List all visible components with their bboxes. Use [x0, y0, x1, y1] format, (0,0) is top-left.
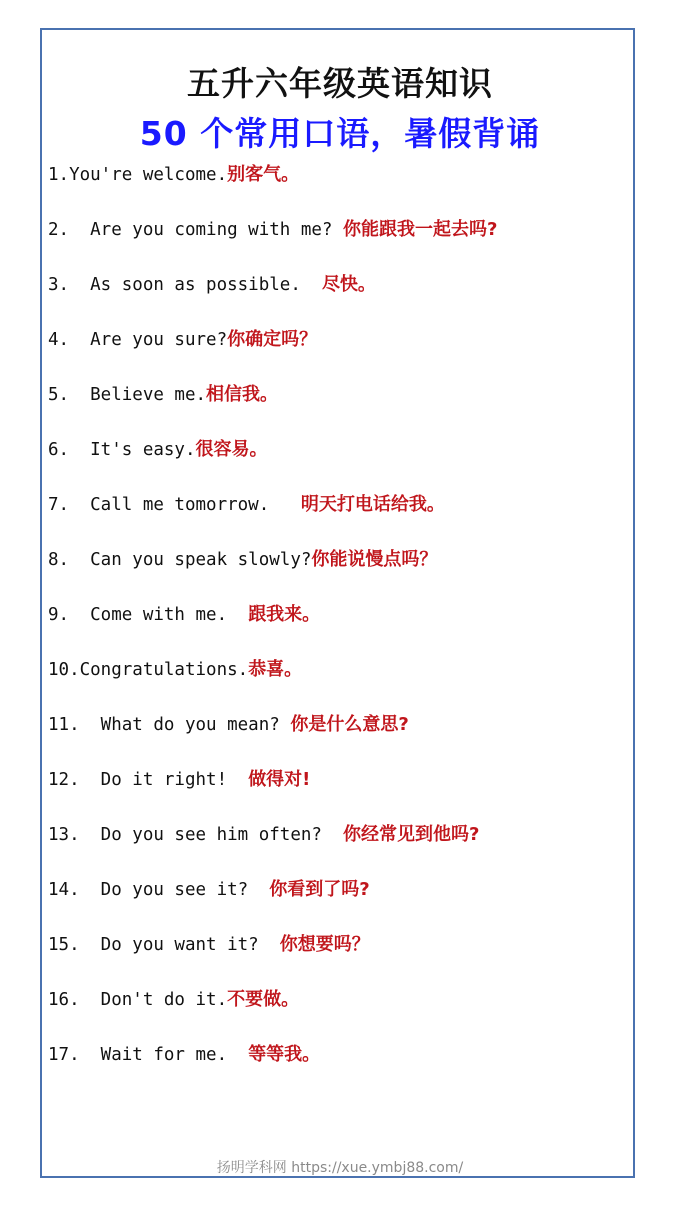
phrase-english: 3. As soon as possible. — [48, 275, 322, 295]
phrase-chinese: 你是什么意思? — [290, 714, 409, 735]
phrase-list — [48, 160, 633, 1095]
phrase-chinese: 跟我来。 — [248, 604, 321, 625]
phrase-chinese: 相信我。 — [206, 384, 279, 405]
phrase-english: 5. Believe me. — [48, 385, 207, 405]
phrase-english: 12. Do it right! — [48, 770, 249, 790]
phrase-english: 15. Do you want it? — [48, 935, 280, 955]
phrase-item — [48, 1040, 633, 1095]
phrase-english: 11. What do you mean? — [48, 715, 291, 735]
phrase-item — [48, 545, 633, 600]
phrase-item — [48, 160, 633, 215]
phrase-english: 17. Wait for me. — [48, 1045, 249, 1065]
phrase-item — [48, 875, 633, 930]
phrase-chinese: 你看到了吗? — [269, 879, 370, 900]
phrase-chinese: 你想要吗？ — [279, 934, 370, 955]
phrase-item — [48, 490, 633, 545]
phrase-english: 10.Congratulations. — [48, 660, 249, 680]
phrase-item — [48, 380, 633, 435]
phrase-item — [48, 655, 633, 710]
phrase-chinese: 你能跟我一起去吗? — [343, 219, 498, 240]
phrase-chinese: 别客气。 — [227, 164, 300, 185]
phrase-item — [48, 215, 633, 270]
phrase-english: 4. Are you sure? — [48, 330, 228, 350]
phrase-item — [48, 435, 633, 490]
phrase-chinese: 你经常见到他吗? — [343, 824, 480, 845]
phrase-item — [48, 270, 633, 325]
phrase-chinese: 你能说慢点吗？ — [311, 549, 438, 570]
phrase-english: 6. It's easy. — [48, 440, 196, 460]
phrase-english: 13. Do you see him often? — [48, 825, 344, 845]
footer-watermark: 扬明学科网 https://xue.ymbj88.com/ — [216, 1160, 464, 1176]
phrase-chinese: 很容易。 — [195, 439, 268, 460]
phrase-english: 7. Call me tomorrow. — [48, 495, 301, 515]
phrase-chinese: 做得对! — [248, 769, 311, 790]
phrase-item — [48, 765, 633, 820]
phrase-chinese: 不要做。 — [227, 989, 300, 1010]
phrase-item — [48, 820, 633, 875]
phrase-item — [48, 325, 633, 380]
phrase-chinese: 尽快。 — [321, 274, 376, 295]
phrase-english: 16. Don't do it. — [48, 990, 228, 1010]
phrase-english: 9. Come with me. — [48, 605, 249, 625]
phrase-item — [48, 985, 633, 1040]
phrase-item — [48, 930, 633, 985]
phrase-item — [48, 600, 633, 655]
phrase-english: 8. Can you speak slowly? — [48, 550, 312, 570]
phrase-english: 1.You're welcome. — [48, 165, 228, 185]
phrase-english: 2. Are you coming with me? — [48, 220, 344, 240]
phrase-chinese: 你确定吗？ — [227, 329, 318, 350]
page-subtitle: 50 个常用口语，暑假背诵 — [139, 114, 541, 153]
phrase-english: 14. Do you see it? — [48, 880, 270, 900]
phrase-item — [48, 710, 633, 765]
phrase-chinese: 恭喜。 — [248, 659, 303, 680]
page-title: 五升六年级英语知识 — [187, 64, 493, 103]
phrase-chinese: 明天打电话给我。 — [300, 494, 445, 515]
phrase-chinese: 等等我。 — [248, 1044, 321, 1065]
